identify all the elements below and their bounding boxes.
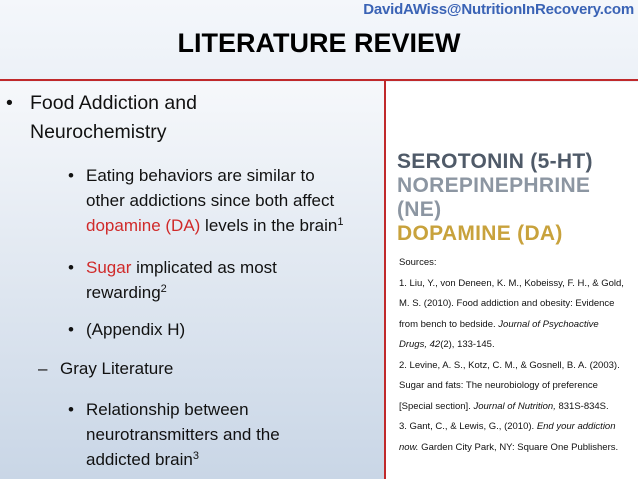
bullet-line: [86, 280, 277, 305]
bullet-dot-icon: •: [68, 258, 74, 277]
source-text: from bench to bedside.: [399, 318, 499, 330]
source-text: [Special section].: [399, 400, 474, 412]
source-line: 1. Liu, Y., von Deneen, K. M., Kobeissy, F. H., & Gold,: [399, 277, 624, 289]
source-text: Garden City Park, NY: Square One Publishers.: [418, 441, 619, 453]
source-italic: End your addiction: [536, 421, 616, 432]
dopamine-label: DOPAMINE (DA): [397, 222, 563, 245]
source-italic: Journal of Nutrition,: [473, 400, 556, 412]
slide-title: LITERATURE REVIEW: [177, 28, 461, 58]
bullet-text: addicted brain: [86, 450, 193, 469]
bullet-line: Relationship between: [86, 400, 249, 419]
source-line: [399, 397, 634, 418]
subbullet-relationship: [86, 397, 280, 472]
citation-superscript: 2: [160, 283, 167, 295]
bullet-line: Neurochemistry: [30, 121, 167, 143]
subbullet-eating-behaviors: [86, 163, 343, 238]
source-italic: now.: [399, 441, 419, 453]
title-divider: [0, 79, 638, 81]
bullet-line: other addictions since both affect: [86, 191, 335, 210]
sources-heading: Sources:: [399, 257, 437, 268]
watermark-email: DavidAWiss@NutritionInRecovery.com: [363, 1, 634, 18]
bullet-food-addiction: [30, 89, 197, 147]
source-line: M. S. (2010). Food addiction and obesity: Evidence: [399, 298, 615, 309]
sources-list: [399, 253, 634, 458]
norepinephrine-label: NOREPINEPHRINE (NE): [397, 174, 591, 221]
bullet-line: Food Addiction and: [30, 92, 197, 114]
dash-gray-literature: Gray Literature: [60, 359, 174, 378]
bullet-text: levels in the brain: [200, 216, 338, 235]
subbullet-sugar: [86, 255, 277, 305]
source-line: [399, 335, 634, 356]
bullet-dot-icon: •: [68, 320, 74, 339]
bullet-dot-icon: •: [68, 166, 74, 185]
bullet-dot-icon: •: [6, 92, 13, 114]
bullet-line: [86, 447, 280, 472]
source-text: (2), 133-145.: [440, 339, 495, 350]
citation-superscript: 3: [192, 450, 199, 462]
citation-superscript: 1: [337, 216, 344, 228]
neurotransmitter-graphic: [397, 150, 638, 246]
bullet-line: neurotransmitters and the: [86, 425, 280, 444]
dash-marker: –: [38, 359, 48, 378]
bullet-line: [86, 255, 277, 280]
source-text: 3. Gant, C., & Lewis, G., (2010).: [399, 421, 537, 432]
sugar-highlight: Sugar: [86, 258, 132, 277]
source-line: [399, 438, 634, 459]
source-line: Sugar and fats: The neurobiology of preference: [399, 380, 598, 391]
source-text: 831S-834S.: [555, 400, 609, 412]
bullet-text: rewarding: [86, 283, 161, 302]
source-line: [399, 417, 634, 438]
bullet-line: Eating behaviors are similar to: [86, 166, 315, 185]
source-italic: Drugs, 42: [399, 339, 441, 350]
source-line: [399, 315, 634, 336]
serotonin-label: SEROTONIN (5-HT): [397, 150, 593, 173]
bullet-line: [86, 213, 343, 238]
bullet-dot-icon: •: [68, 400, 74, 419]
dopamine-highlight: dopamine (DA): [86, 216, 201, 235]
source-italic: Journal of Psychoactive: [498, 318, 599, 330]
source-line: 2. Levine, A. S., Kotz, C. M., & Gosnell, B. A. (2003).: [399, 359, 620, 371]
column-divider: [384, 81, 386, 479]
bullet-text: implicated as most: [131, 258, 277, 277]
subbullet-appendix: (Appendix H): [86, 320, 186, 339]
